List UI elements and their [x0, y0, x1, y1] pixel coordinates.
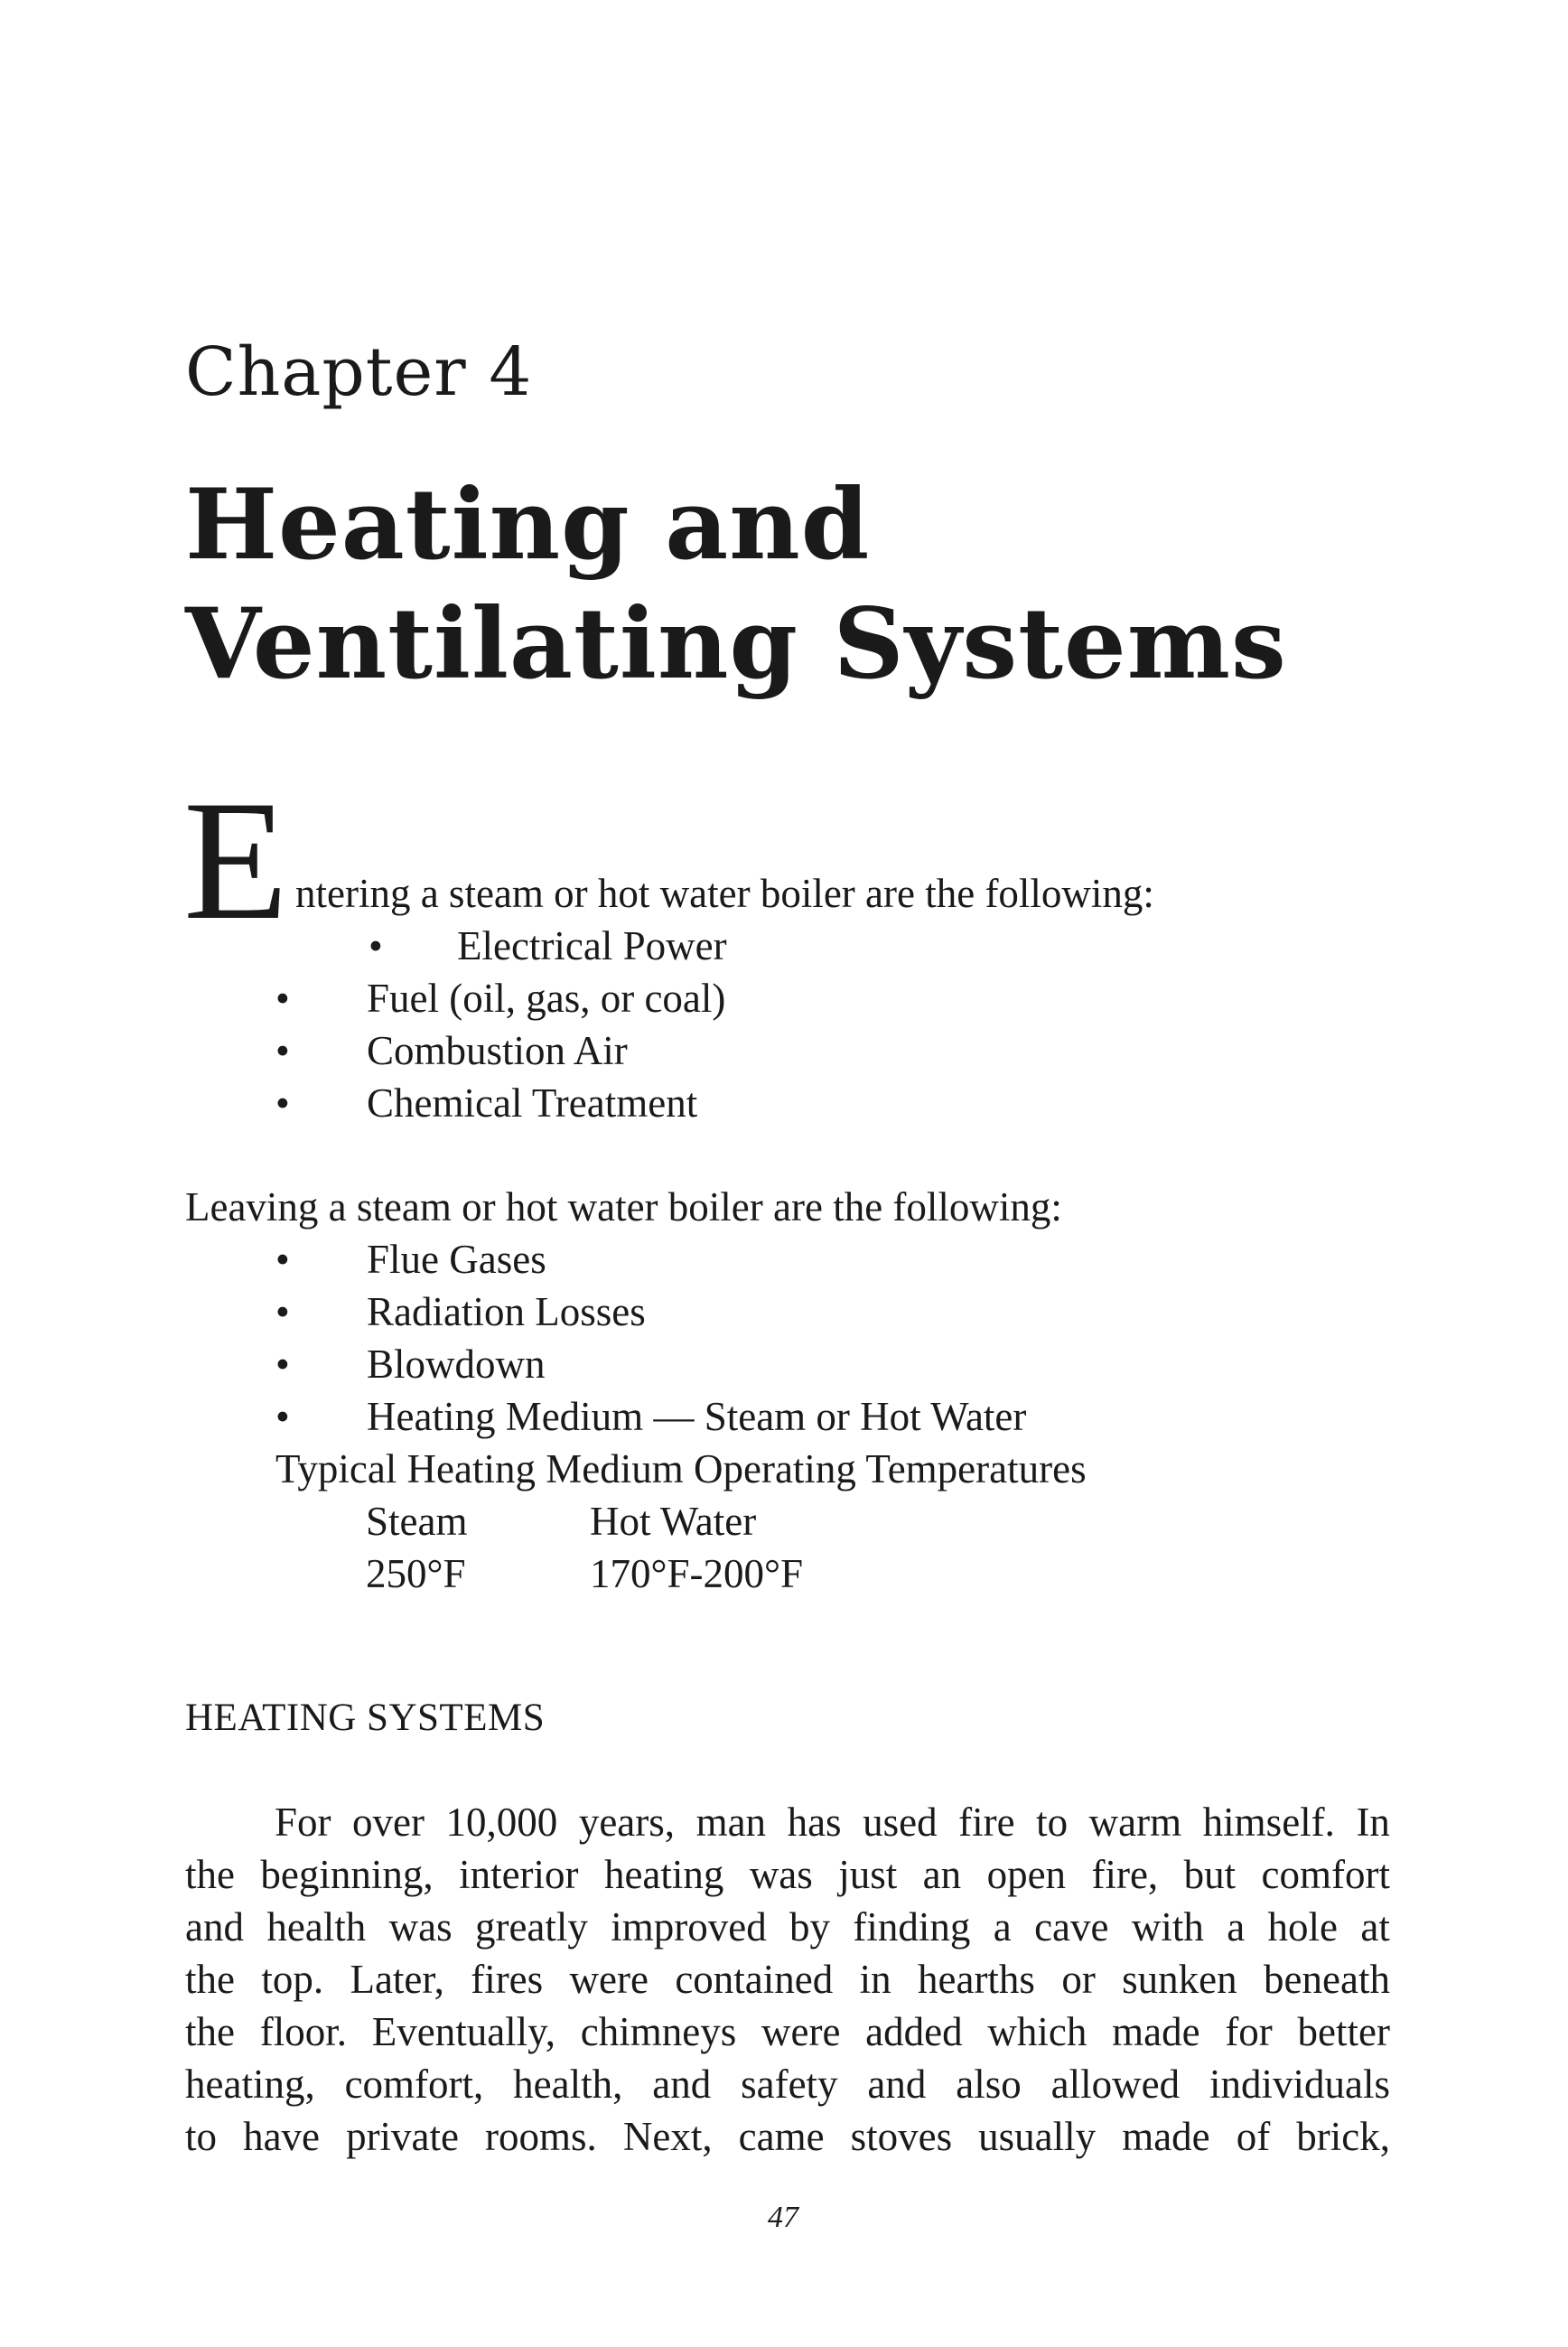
word: at: [1360, 1904, 1390, 1950]
word: fire,: [1091, 1852, 1159, 1897]
word: have: [243, 2114, 321, 2159]
bullet-icon: •: [275, 1342, 290, 1387]
chapter-title-line-1: Heating and: [185, 468, 871, 582]
word: warm: [1088, 1800, 1182, 1845]
word: himself.: [1202, 1800, 1335, 1845]
word: health,: [513, 2062, 623, 2107]
word: Later,: [350, 1957, 444, 2002]
temperatures-title: Typical Heating Medium Operating Temperatures: [275, 1446, 1087, 1491]
word: was: [388, 1904, 453, 1950]
word: an: [922, 1852, 962, 1897]
word: to: [185, 2114, 218, 2159]
word: chimneys: [580, 2009, 737, 2054]
word: fires: [471, 1957, 544, 2002]
word: beginning,: [260, 1852, 434, 1897]
word: beneath: [1264, 1957, 1390, 2002]
word: contained: [675, 1957, 834, 2002]
paragraph-line: [185, 1953, 1390, 2006]
word: came: [738, 2114, 825, 2159]
leaving-intro: Leaving a steam or hot water boiler are the following:: [185, 1184, 1062, 1230]
word: to: [1036, 1800, 1069, 1845]
word: made: [1112, 2009, 1200, 2054]
word: comfort: [1261, 1852, 1390, 1897]
word: finding: [853, 1904, 971, 1950]
bullet-icon: •: [275, 1289, 290, 1334]
word: and: [652, 2062, 712, 2107]
list-item-label: Chemical Treatment: [367, 1080, 698, 1126]
list-item-label: Combustion Air: [367, 1028, 628, 1073]
word: which: [987, 2009, 1087, 2054]
bullet-icon: •: [369, 923, 383, 968]
list-item-label: Electrical Power: [457, 923, 727, 968]
word: years,: [578, 1800, 676, 1845]
paragraph-line: [185, 2110, 1390, 2163]
list-item-label: Fuel (oil, gas, or coal): [367, 976, 726, 1021]
paragraph-line: [185, 1901, 1390, 1953]
word: safety: [741, 2062, 838, 2107]
chapter-title: [185, 465, 1287, 704]
word: but: [1183, 1852, 1237, 1897]
word: 10,000: [445, 1800, 558, 1845]
word: cave: [1034, 1904, 1109, 1950]
bullet-icon: •: [275, 1394, 290, 1439]
word: sunken: [1122, 1957, 1237, 2002]
word: made: [1122, 2114, 1210, 2159]
list-item-label: Flue Gases: [367, 1237, 546, 1282]
temperatures-value-hot-water: 170°F-200°F: [590, 1551, 804, 1596]
bullet-icon: •: [275, 1080, 290, 1126]
bullet-icon: •: [275, 1237, 290, 1282]
chapter-label: Chapter 4: [185, 333, 533, 411]
word: in: [859, 1957, 891, 2002]
word: the: [185, 1957, 235, 2002]
word: better: [1297, 2009, 1390, 2054]
word: For: [275, 1800, 331, 1845]
word: man: [695, 1800, 767, 1845]
intro-sentence: ntering a steam or hot water boiler are the following:: [295, 871, 1154, 916]
word: fire: [958, 1800, 1015, 1845]
section-heading: HEATING SYSTEMS: [185, 1697, 546, 1739]
word: and: [185, 1904, 244, 1950]
word: the: [185, 1852, 235, 1897]
body-paragraph: [185, 1796, 1390, 2163]
word: brick,: [1296, 2114, 1390, 2159]
word: allowed: [1050, 2062, 1181, 2107]
word: the: [185, 2009, 235, 2054]
list-item-label: Heating Medium — Steam or Hot Water: [367, 1394, 1027, 1439]
temperatures-header-hot-water: Hot Water: [590, 1499, 757, 1544]
word: rooms.: [485, 2114, 597, 2159]
word: of: [1236, 2114, 1271, 2159]
word: comfort,: [344, 2062, 484, 2107]
word: usually: [978, 2114, 1097, 2159]
paragraph-line: [185, 1796, 1390, 1848]
word: individuals: [1209, 2062, 1390, 2107]
paragraph-line: [185, 2058, 1390, 2110]
word: floor.: [259, 2009, 347, 2054]
paragraph-line: [185, 2006, 1390, 2058]
word: a: [1227, 1904, 1246, 1950]
word: private: [346, 2114, 459, 2159]
word: for: [1225, 2009, 1273, 2054]
chapter-title-line-2: Ventilating Systems: [185, 587, 1287, 701]
word: hearths: [918, 1957, 1035, 2002]
word: by: [789, 1904, 831, 1950]
word: has: [787, 1800, 842, 1845]
word: were: [569, 1957, 649, 2002]
word: heating,: [185, 2062, 315, 2107]
temperatures-value-steam: 250°F: [366, 1551, 466, 1596]
word: used: [863, 1800, 938, 1845]
word: were: [761, 2009, 841, 2054]
word: Eventually,: [371, 2009, 556, 2054]
word: stoves: [850, 2114, 953, 2159]
paragraph-line: [185, 1848, 1390, 1901]
word: a: [993, 1904, 1012, 1950]
word: or: [1061, 1957, 1096, 2002]
word: just: [838, 1852, 898, 1897]
word: over: [352, 1800, 425, 1845]
word: improved: [611, 1904, 767, 1950]
word: interior: [459, 1852, 579, 1897]
temperatures-header-steam: Steam: [366, 1499, 468, 1544]
word: and: [867, 2062, 927, 2107]
word: with: [1131, 1904, 1204, 1950]
word: greatly: [474, 1904, 588, 1950]
list-item-label: Radiation Losses: [367, 1289, 646, 1334]
word: heating: [603, 1852, 724, 1897]
word: also: [956, 2062, 1022, 2107]
word: hole: [1267, 1904, 1338, 1950]
word: health: [266, 1904, 367, 1950]
word: In: [1356, 1800, 1390, 1845]
word: Next,: [622, 2114, 713, 2159]
word: top.: [261, 1957, 324, 2002]
bullet-icon: •: [275, 976, 290, 1021]
page-number: 47: [768, 2201, 798, 2234]
word: open: [986, 1852, 1067, 1897]
word: was: [749, 1852, 813, 1897]
drop-cap: E: [183, 766, 289, 956]
word: added: [865, 2009, 963, 2054]
list-item-label: Blowdown: [367, 1342, 546, 1387]
bullet-icon: •: [275, 1028, 290, 1073]
